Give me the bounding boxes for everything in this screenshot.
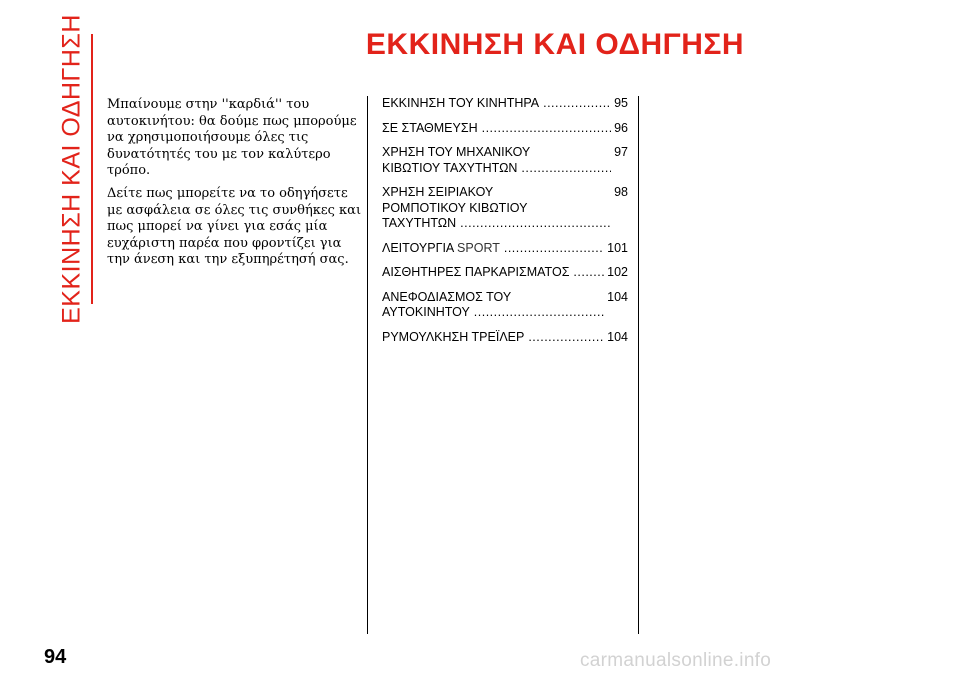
intro-paragraph: Δείτε πως μπορείτε να το οδηγήσετε με ασφάλεια σε όλες τις συνθήκες και πως μπορεί να γίνει για εσάς μία ευχάριστη παρέα που φροντίζει για την άνεση και την εξυπηρέτησή σας. [107, 185, 362, 268]
toc-entry-suffix: SPORT [453, 240, 500, 255]
page-title: ΕΚΚΙΝΗΣΗ ΚΑΙ ΟΔΗΓΗΣΗ [365, 28, 745, 61]
intro-text [107, 97, 362, 275]
column-divider [638, 96, 639, 634]
toc-entry-line: ΕΚΚΙΝΗΣΗ ΤΟΥ ΚΙΝΗΤΗΡΑ ..... [382, 96, 611, 112]
toc-entry[interactable] [382, 121, 628, 137]
toc-page-number: 95 [614, 96, 628, 110]
toc-entry-title [382, 121, 611, 137]
toc-page-number: 104 [607, 329, 628, 344]
toc-page-number: 104 [607, 289, 628, 304]
page-number: 94 [44, 646, 67, 668]
intro-paragraph: Μπαίνουμε στην ''καρδιά'' του αυτοκινήτου: θα δούμε πως μπορούμε να χρησιμοποιήσουμε όλες τις δυνατότητές του με τον καλύτερο τρόπο. [107, 97, 357, 179]
side-tab-rule [91, 34, 93, 304]
toc-entry[interactable] [382, 330, 628, 346]
toc-entry-line: ΑΥΤΟΚΙΝΗΤΟΥ ..... [382, 305, 604, 321]
toc-page-number: 96 [614, 120, 628, 135]
toc-entry-line: ΑΝΕΦΟΔΙΑΣΜΟΣ ΤΟΥ [382, 289, 512, 304]
toc-page-number: 98 [614, 185, 628, 199]
table-of-contents [382, 96, 628, 354]
toc-entry-title [382, 290, 604, 321]
toc-entry-line: ΑΙΣΘΗΤΗΡΕΣ ΠΑΡΚΑΡΙΣΜΑΤΟΣ ..... [382, 265, 604, 281]
toc-entry-line: ΡΟΜΠΟΤΙΚΟΥ ΚΙΒΩΤΙΟΥ [382, 200, 528, 215]
toc-entry[interactable] [382, 185, 628, 232]
toc-entry-title [382, 241, 604, 257]
toc-entry[interactable] [382, 290, 628, 321]
toc-entry-line: ΧΡΗΣΗ ΣΕΙΡΙΑΚΟΥ [382, 185, 494, 199]
side-tab-label: ΕΚΚΙΝΗΣΗ ΚΑΙ ΟΔΗΓΗΣΗ [57, 14, 86, 324]
column-divider [367, 96, 368, 634]
toc-page-number: 102 [607, 265, 628, 279]
toc-entry-line: ΡΥΜΟΥΛΚΗΣΗ ΤΡΕΪΛΕΡ ..... [382, 330, 604, 346]
toc-entry-line: ΛΕΙΤΟΥΡΓΙΑ SPORT ..... [382, 241, 604, 257]
toc-entry-line: ΚΙΒΩΤΙΟΥ ΤΑΧΥΤΗΤΩΝ ..... [382, 161, 611, 177]
watermark: carmanualsonline.info [580, 650, 772, 671]
toc-entry-line: ΤΑΧΥΤΗΤΩΝ ..... [382, 216, 611, 232]
toc-entry-title [382, 330, 604, 346]
toc-entry-line: ΣΕ ΣΤΑΘΜΕΥΣΗ ..... [382, 121, 611, 137]
toc-entry-title [382, 185, 611, 232]
toc-entry[interactable] [382, 96, 628, 112]
toc-page-number: 101 [607, 240, 628, 255]
toc-entry-title [382, 96, 611, 112]
toc-entry[interactable] [382, 145, 628, 176]
side-tab [52, 14, 92, 324]
toc-entry-title [382, 145, 611, 176]
toc-entry-title [382, 265, 604, 281]
toc-entry[interactable] [382, 241, 628, 257]
toc-entry[interactable] [382, 265, 628, 281]
toc-entry-line: ΧΡΗΣΗ ΤΟΥ ΜΗΧΑΝΙΚΟΥ [382, 145, 531, 159]
toc-page-number: 97 [614, 145, 628, 159]
